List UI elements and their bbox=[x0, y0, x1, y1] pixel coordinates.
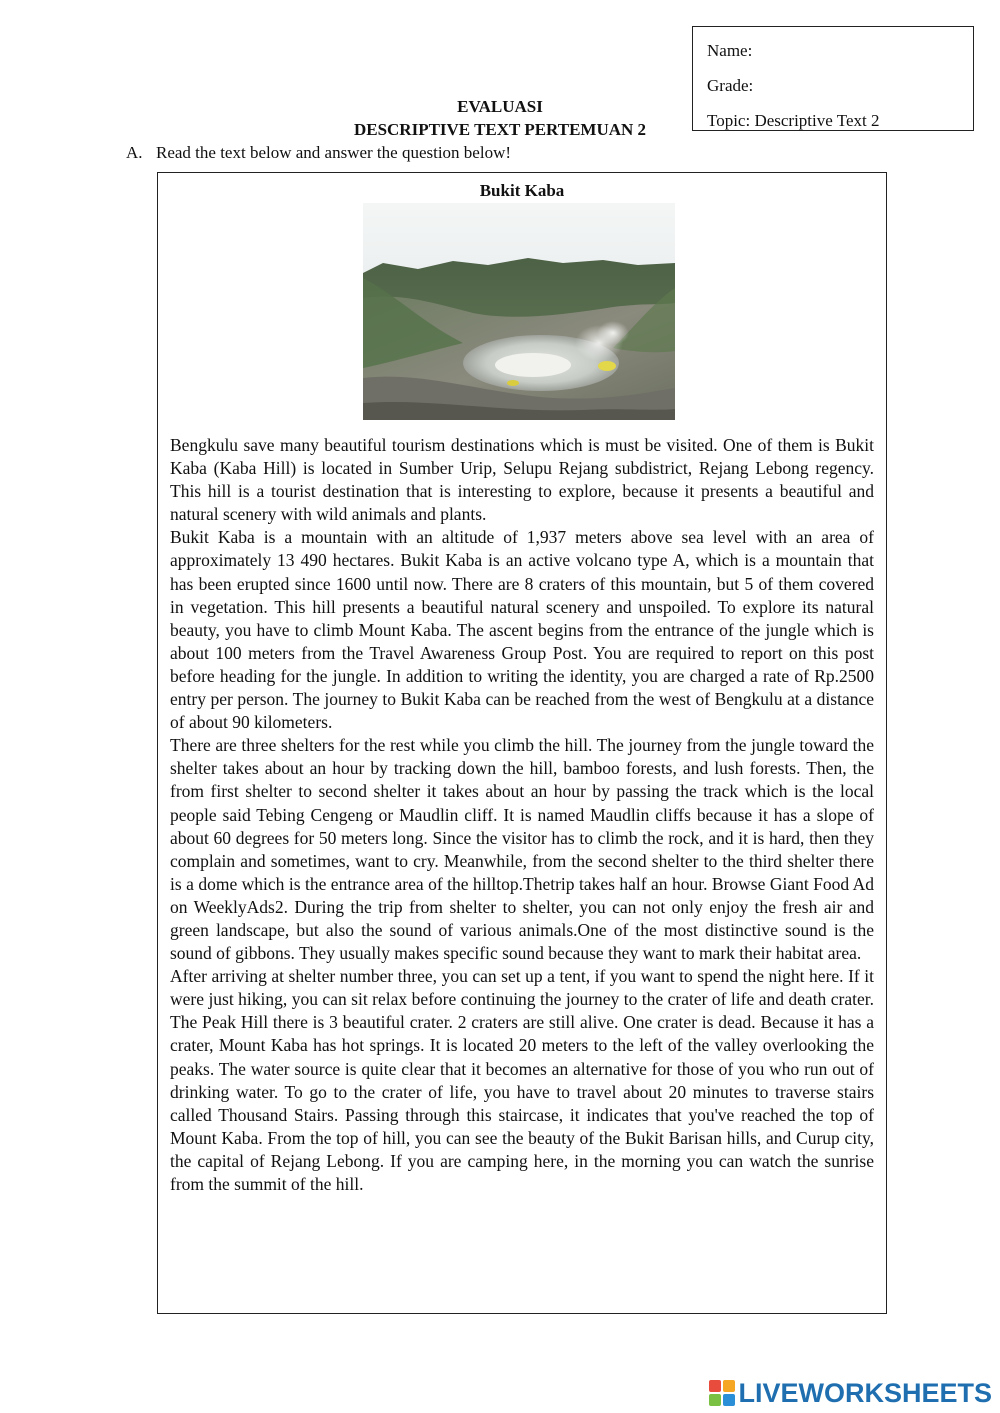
liveworksheets-icon bbox=[709, 1380, 735, 1406]
passage-title: Bukit Kaba bbox=[479, 181, 565, 200]
name-label: Name: bbox=[707, 41, 753, 60]
passage-paragraph: Bengkulu save many beautiful tourism destinations which is must be visited. One of them is Bukit Kaba (Kaba Hill) is located in Sumber Urip, Selupu Rejang subdistrict, Rejang Lebong regency. This hill is a tourist destination that is interesting to explore, because it presents a beautiful and natural scenery with wild animals and plants. bbox=[170, 435, 874, 525]
instruction-number: A. bbox=[126, 143, 143, 162]
passage-paragraph: Bukit Kaba is a mountain with an altitude of 1,937 meters above sea level with an area of approximately 13 490 hectares. Bukit Kaba is an active volcano type A, which is a mountain that has been erupted since 1600 until now. There are 8 craters of this mountain, but 5 of them covered in vegetation. This hill presents a beautiful natural scenery and unspoiled. To explore its natural beauty, you have to climb Mount Kaba. The ascent begins from the entrance of the jungle which is about 100 meters from the Travel Awareness Group Post. You are required to report on this post before heading for the jungle. In addition to writing the identity, you are charged a rate of Rp.2500 entry per person. The journey to Bukit Kaba can be reached from the west of Bengkulu at a distance of about 90 kilometers. bbox=[170, 527, 874, 733]
passage-paragraph: There are three shelters for the rest while you climb the hill. The journey from the jungle toward the shelter takes about an hour by tracking down the hill, bamboo forests, and lush forests. Then, the from first shelter to second shelter it takes about an hour by passing the track which is the local people said Tebing Cengeng or Maudlin cliff. It is named Maudlin cliffs because it has a slope of about 60 degrees for 50 meters long. Since the visitor has to climb the rock, and it is hard, then they complain and sometimes, want to cry. Meanwhile, from the second shelter to the third shelter there is a dome which is the entrance area of the hilltop.Thetrip takes half an hour. Browse Giant Food Ad on WeeklyAds2. During the trip from shelter to shelter, you can not only enjoy the fresh air and green landscape, but also the sound of various animals.One of the most distinctive sound is the sound of gibbons. They usually makes specific sound because they want to mark their habitat area. bbox=[170, 735, 874, 964]
topic-label: Topic: Descriptive Text 2 bbox=[707, 111, 880, 130]
instruction-text: Read the text below and answer the question below! bbox=[156, 143, 512, 162]
passage-body bbox=[170, 434, 874, 1196]
brand-name: LIVEWORKSHEETS bbox=[738, 1377, 992, 1408]
reading-passage-box bbox=[157, 172, 887, 1314]
instruction bbox=[126, 143, 511, 163]
liveworksheets-logo bbox=[709, 1376, 992, 1410]
student-info-box bbox=[692, 26, 974, 131]
crater-photo bbox=[363, 203, 675, 420]
page-title: EVALUASI bbox=[457, 97, 543, 116]
grade-label: Grade: bbox=[707, 76, 754, 95]
page-subtitle: DESCRIPTIVE TEXT PERTEMUAN 2 bbox=[353, 120, 647, 139]
passage-paragraph: After arriving at shelter number three, you can set up a tent, if you want to spend the night here. If it were just hiking, you can sit relax before continuing the journey to the crater of life and death crater. The Peak Hill there is 3 beautiful crater. 2 craters are still alive. One crater is dead. Because it has a crater, Mount Kaba has hot springs. It is located 20 meters to the left of the valley overlooking the peaks. The water source is quite clear that it becomes an alternative for those of you who run out of drinking water. To go to the crater of life, you have to travel about 20 minutes to traverse stairs called Thousand Stairs. Passing through this staircase, it indicates that you've reached the top of Mount Kaba. From the top of hill, you can see the beauty of the Bukit Barisan hills, and Curup city, the capital of Rejang Lebong. If you are camping here, in the morning you can watch the sunrise from the summit of the hill. bbox=[170, 966, 874, 1194]
